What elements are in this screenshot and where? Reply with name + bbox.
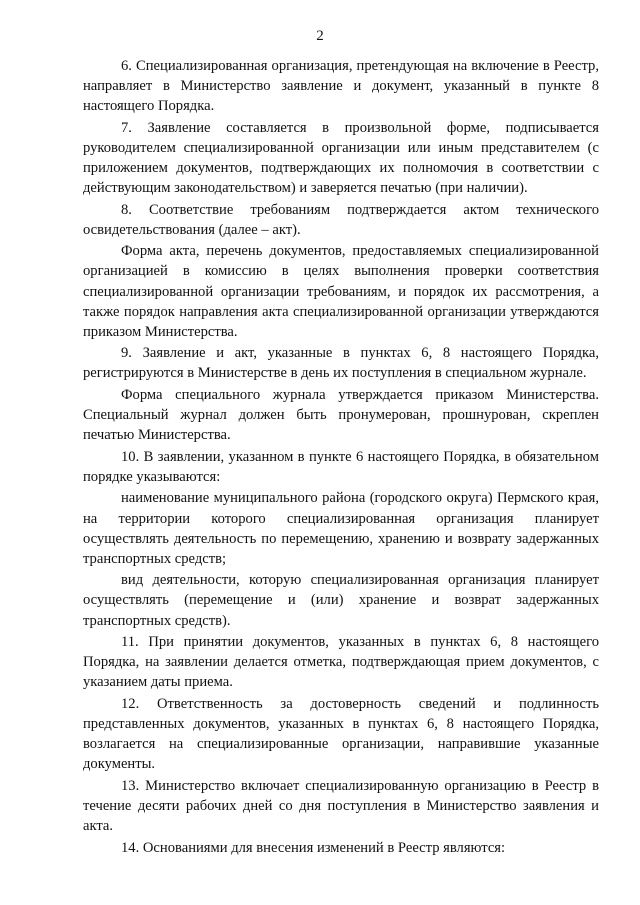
paragraph: 9. Заявление и акт, указанные в пунктах 6, 8 настоящего Порядка, регистрируются в Министерстве в день их поступления в специальном журнале.: [83, 345, 599, 382]
paragraph: 11. При принятии документов, указанных в пунктах 6, 8 настоящего Порядка, на заявлении делается отметка, подтверждающая прием документов, с указанием даты приема.: [83, 634, 599, 691]
paragraph: Форма специального журнала утверждается приказом Министерства. Специальный журнал должен быть пронумерован, прошнурован, скреплен печатью Министерства.: [83, 387, 599, 444]
paragraph: 8. Соответствие требованиям подтверждается актом технического освидетельствования (далее – акт).: [83, 201, 599, 238]
paragraph: 12. Ответственность за достоверность сведений и подлинность представленных документов, указанных в пунктах 6, 8 настоящего Порядка, возлагается на специализированные организации, направившие указанные документы.: [83, 695, 599, 773]
page-number: 2: [316, 28, 324, 44]
paragraph: вид деятельности, которую специализированная организация планирует осуществлять (перемещение и (или) хранение и возврат задержанных транспортных средств).: [83, 572, 599, 629]
paragraph: 13. Министерство включает специализированную организацию в Реестр в течение десяти рабочих дней со дня поступления в Министерство заявления и акта.: [83, 777, 599, 834]
paragraph: 6. Специализированная организация, претендующая на включение в Реестр, направляет в Министерство заявление и документ, указанный в пункте 8 настоящего Порядка.: [83, 58, 599, 115]
paragraph: 10. В заявлении, указанном в пункте 6 настоящего Порядка, в обязательном порядке указываются:: [83, 448, 599, 485]
document-body: [83, 56, 599, 859]
paragraph: 7. Заявление составляется в произвольной форме, подписывается руководителем специализированной организации или иным представителем (с приложением документов, подтверждающих их полномочия в соответствии с действующим законодательством) и заверяется печатью (при наличии).: [83, 119, 599, 197]
paragraph: 14. Основаниями для внесения изменений в Реестр являются:: [121, 839, 506, 856]
paragraph: наименование муниципального района (городского округа) Пермского края, на территории которого специализированная организация планирует осуществлять деятельность по перемещению, хранению и возврату задержанных транспортных средств;: [83, 490, 599, 567]
paragraph: Форма акта, перечень документов, предоставляемых специализированной организацией в комиссию в целях выполнения проверки соответствия специализированной организации требованиям, и порядок их рассмотрения, а также порядок направления акта специализированной организации утверждаются приказом Министерства.: [83, 243, 599, 340]
